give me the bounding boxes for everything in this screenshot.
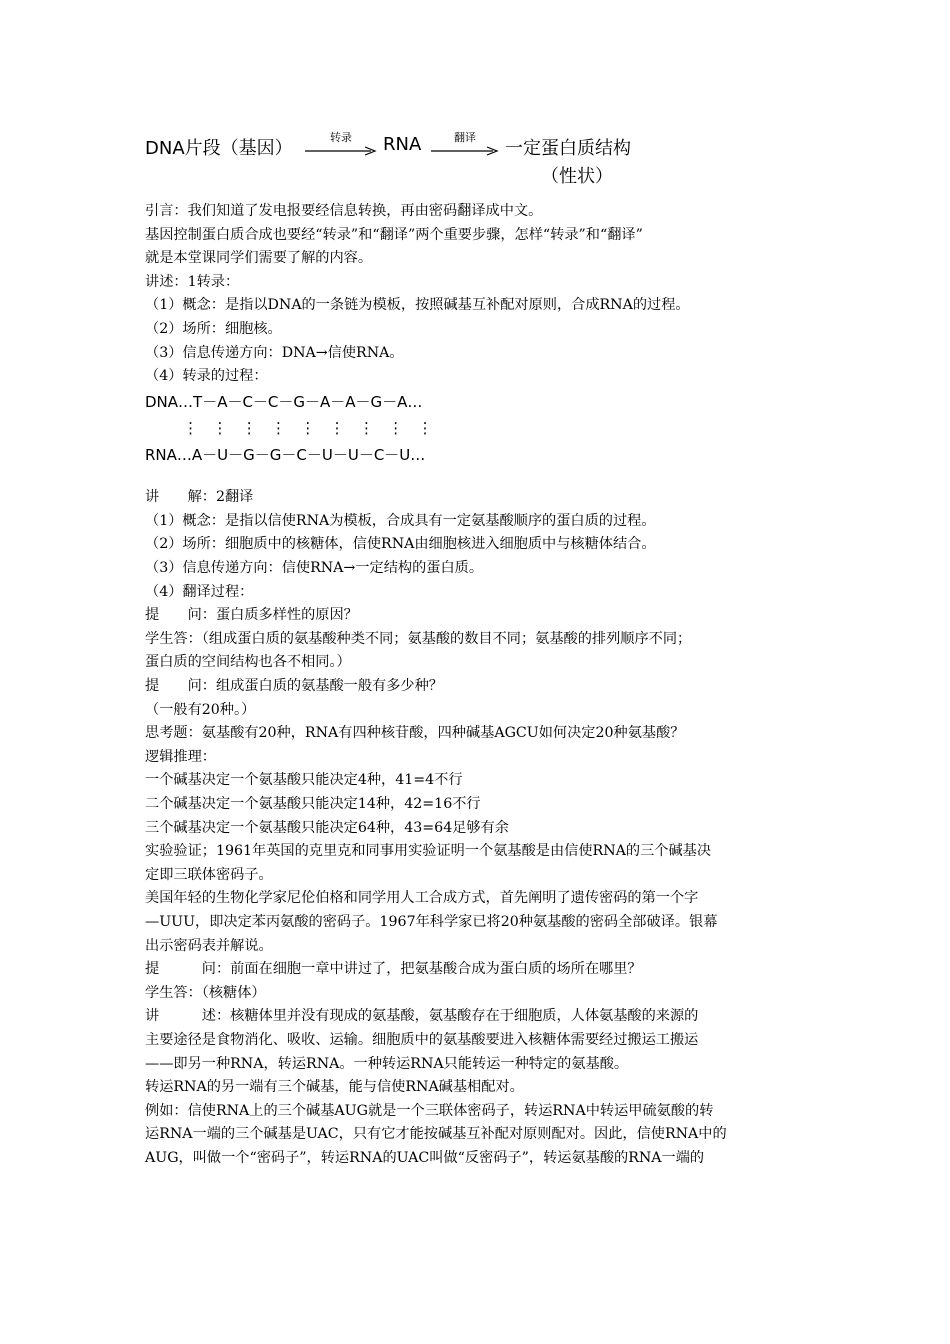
text-line: 例如：信使RNA上的三个碱基AUG就是一个三联体密码子，转运RNA中转运甲硫氨酸的转 xyxy=(145,1102,714,1119)
translation-arrow xyxy=(431,132,499,156)
text-line: 学生答：（核糖体） xyxy=(145,984,266,1001)
text-line: （2）场所：细胞质中的核糖体，信使RNA由细胞核进入细胞质中与核糖体结合。 xyxy=(145,536,656,553)
text-line: 出示密码表并解说。 xyxy=(145,937,273,954)
text-line: （1）概念：是指以信使RNA为模板，合成具有一定氨基酸顺序的蛋白质的过程。 xyxy=(145,512,656,529)
text-line: —UUU，即决定苯丙氨酸的密码子。1967年科学家已将20种氨基酸的密码全部破译。银幕 xyxy=(145,913,718,930)
text-line: 讲述：1转录： xyxy=(145,273,240,290)
flow-middle-rna: RNA xyxy=(383,134,422,155)
text-line: 学生答：（组成蛋白质的氨基酸种类不同；氨基酸的数目不同；氨基酸的排列顺序不同； xyxy=(145,630,692,647)
text-line: 讲 解：2翻译 xyxy=(145,489,254,506)
text-line: （4）翻译过程： xyxy=(145,583,254,600)
text-line: 思考题：氨基酸有20种，RNA有四种核苷酸，四种碱基AGCU如何决定20种氨基酸？ xyxy=(145,725,685,742)
text-line: 就是本堂课同学们需要了解的内容。 xyxy=(145,250,373,267)
rna-sequence: RNA…A－U－G－G－C－U－U－C－U… xyxy=(145,445,426,464)
text-line: （4）转录的过程： xyxy=(145,368,268,385)
transcription-arrow xyxy=(305,132,377,156)
flow-start-dna: DNA片段（基因） xyxy=(145,138,293,159)
document-body xyxy=(145,200,815,1170)
text-line: 蛋白质的空间结构也各不相同。） xyxy=(145,654,351,671)
text-line: 提 问：蛋白质多样性的原因？ xyxy=(145,607,358,624)
text-line: 提 问：组成蛋白质的氨基酸一般有多少种？ xyxy=(145,678,443,694)
text-line: （2）场所：细胞核。 xyxy=(145,320,282,337)
right-arrow-icon xyxy=(305,146,377,156)
dna-sequence: DNA…T－A－C－C－G－A－A－G－A… xyxy=(145,392,423,411)
text-line: 主要途径是食物消化、吸收、运输。细胞质中的氨基酸要进入核糖体需要经过搬运工搬运 xyxy=(145,1031,699,1048)
text-line: 转运RNA的另一端有三个碱基，能与信使RNA碱基相配对。 xyxy=(145,1079,524,1096)
transcription-label: 转录 xyxy=(330,131,352,144)
text-line: ——即另一种RNA，转运RNA。一种转运RNA只能转运一种特定的氨基酸。 xyxy=(145,1055,629,1072)
text-line: 基因控制蛋白质合成也要经“转录”和“翻译”两个重要步骤，怎样“转录”和“翻译” xyxy=(145,226,643,243)
text-line: 二个碱基决定一个氨基酸只能决定14种，42=16不行 xyxy=(145,795,481,812)
text-line: （3）信息传递方向：信使RNA→一定结构的蛋白质。 xyxy=(145,560,484,577)
flow-end-trait: （性状） xyxy=(541,166,613,187)
translation-label: 翻译 xyxy=(454,131,476,144)
text-line: 美国年轻的生物化学家尼伦伯格和同学用人工合成方式，首先阐明了遗传密码的第一个字 xyxy=(145,890,699,907)
text-line: 讲 述：核糖体里并没有现成的氨基酸，氨基酸存在于细胞质，人体氨基酸的来源的 xyxy=(145,1008,699,1025)
text-line: （一般有20种。） xyxy=(145,701,256,718)
base-pair-dots: ⋮ ⋮ ⋮ ⋮ ⋮ ⋮ ⋮ ⋮ ⋮ xyxy=(145,419,433,438)
gene-expression-flow-diagram xyxy=(145,128,845,188)
text-line: （3）信息传递方向：DNA→信使RNA。 xyxy=(145,344,404,361)
flow-end-protein: 一定蛋白质结构 xyxy=(505,138,631,159)
right-arrow-icon xyxy=(431,146,499,156)
text-line: AUG，叫做一个“密码子”，转运RNA的UAC叫做“反密码子”，转运氨基酸的RNA一端的 xyxy=(145,1149,705,1166)
text-line: 实验验证；1961年英国的克里克和同事用实验证明一个氨基酸是由信使RNA的三个碱基决 xyxy=(145,843,712,860)
text-line: 提 问：前面在细胞一章中讲过了，把氨基酸合成为蛋白质的场所在哪里？ xyxy=(145,961,642,978)
text-line: 定即三联体密码子。 xyxy=(145,866,273,883)
text-line: 引言：我们知道了发电报要经信息转换，再由密码翻译成中文。 xyxy=(145,203,543,219)
text-line: 一个碱基决定一个氨基酸只能决定4种，41=4不行 xyxy=(145,772,463,789)
text-line: 三个碱基决定一个氨基酸只能决定64种，43=64足够有余 xyxy=(145,819,509,836)
text-line: 运RNA一端的三个碱基是UAC，只有它才能按碱基互补配对原则配对。因此，信使RNA中的 xyxy=(145,1126,727,1143)
text-line: 逻辑推理： xyxy=(145,748,216,765)
text-line: （1）概念：是指以DNA的一条链为模板，按照碱基互补配对原则，合成RNA的过程。 xyxy=(145,297,690,314)
